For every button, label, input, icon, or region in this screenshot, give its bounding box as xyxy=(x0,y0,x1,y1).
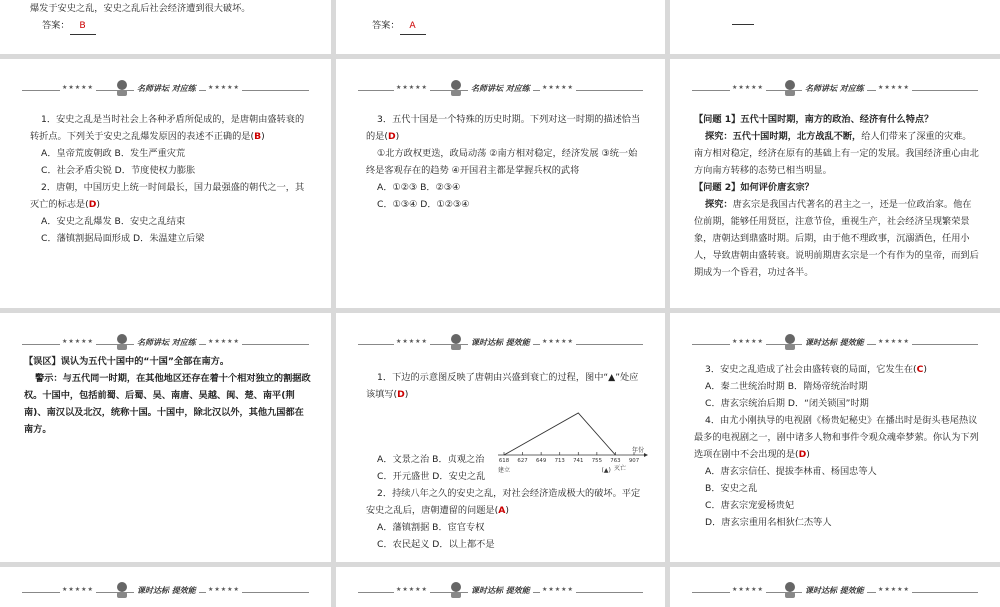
question-items: ①北方政权更迭，政局动荡 ②南方相对稳定，经济发展 ③统一始终是客观存在的趋势 ④开国君主都是掌握兵权的武将 xyxy=(366,148,638,176)
slide-class-2: ★★★★★ 课时达标 提效能 ★★★★★ 3．安史之乱造成了社会由盛转衰的局面，它发生在(C) A．秦二世统治时期 B．隋炀帝统治时期 C．唐玄宗统治后期 D．“闭关锁国”时期 4．由尤小刚执导的电视剧《杨贵妃秘史》在播出时是街头巷尾热议最多的电视剧之一，剧中诸多人物和事件令观众魂牵梦萦。你认为下列选项在剧中不会出现的是(D) A．唐玄宗信任、提拔李林甫、杨国忠等人 B．安史之乱 C．唐玄宗宠爱杨贵妃 D．唐玄宗重用名相狄仁杰等人 xyxy=(670,313,1000,562)
option-row: A．安史之乱爆发 B．安史之乱结束 xyxy=(41,216,186,227)
answer: B xyxy=(254,131,262,142)
mascot-icon xyxy=(448,581,464,599)
answer: C xyxy=(916,364,924,375)
answer: A xyxy=(498,505,506,516)
stars-decor: ★★★★★ xyxy=(396,84,428,91)
stars-decor: ★★★★★ xyxy=(542,338,574,345)
answer-label: 答案： xyxy=(372,20,400,31)
answer-underline xyxy=(732,24,754,25)
x-tick-label: 713 xyxy=(554,458,565,464)
option-row: C．农民起义 D．以上都不是 xyxy=(377,539,495,550)
slide-explain-4 xyxy=(0,313,331,562)
warning-text: 警示：与五代同一时期，在其他地区还存在着十个相对独立的割据政权。十国中，包括前蜀、后蜀、吴、南唐、吴越、闽、楚、南平(荆南)、南汉以及北汉，统称十国。十国中，除北汉以外，其他九国都在南方。 xyxy=(24,373,311,435)
option-row: C．唐玄宗宠爱杨贵妃 xyxy=(705,500,795,511)
answer-label: 答案： xyxy=(42,20,70,31)
slide-class-1: ★★★★★ 课时达标 提效能 ★★★★★ 1．下边的示意图反映了唐朝由兴盛到衰亡的过程，图中“▲”处应该填写(D) 年份 618 627 649 713 741 755 763 907 建立 (▲) 灭亡 A．文景之治 B．贞观之治 C．开元盛世 D．安史之乱 2．持续八年之久的安史之乱，对社会经济造成极大的破坏。平定安史之乱后，唐朝遭留的问题是(A) A．藩镇割据 B．宦官专权 C．农民起义 D．以上都不是 xyxy=(336,313,665,562)
slide-explain-1: ★★★★★ 名师讲坛 对应练 ★★★★★ 1．安史之乱是当时社会上各种矛盾所促成的，是唐朝由盛转衰的转折点。下列关于安史之乱爆发原因的表述不正确的是(B) A．皇帝荒废朝政 B．发生严重灾荒 C．社会矛盾尖锐 D．节度使权力膨胀 2．唐朝，中国历史上统一时间最长，国力最强盛的朝代之一，其灭亡的标志是(D) A．安史之乱爆发 B．安史之乱结束 C．藩镇割据局面形成 D．朱温建立后梁 xyxy=(0,59,331,308)
question-stem: 2．唐朝，中国历史上统一时间最长，国力最强盛的朝代之一，其灭亡的标志是( xyxy=(30,182,305,210)
slide-header xyxy=(670,335,1000,353)
x-tick-label: 627 xyxy=(517,458,528,464)
slide-top-left xyxy=(0,0,331,54)
x-tick-label: 755 xyxy=(591,458,603,464)
option-row: A．文景之治 B．贞观之治 xyxy=(377,454,485,465)
top-left-text: 爆发于安史之乱，安史之乱后社会经济遭到很大破坏。 xyxy=(30,3,251,14)
mascot-icon xyxy=(114,333,130,351)
question-stem: 3．安史之乱造成了社会由盛转衰的局面，它发生在( xyxy=(705,364,917,375)
stars-decor: ★★★★★ xyxy=(878,586,910,593)
stars-decor: ★★★★★ xyxy=(732,84,764,91)
stars-decor: ★★★★★ xyxy=(208,338,240,345)
option-row: C．开元盛世 D．安史之乱 xyxy=(377,471,486,482)
slide-explain-2: ★★★★★ 名师讲坛 对应练 ★★★★★ 3．五代十国是一个特殊的历史时期。下列对这一时期的描述恰当的是(D) ①北方政权更迭，政局动荡 ②南方相对稳定，经济发展 ③统一始终是客观存在的趋势 ④开国君主都是掌握兵权的武将 A．①②③ B．②③④ C．①③④ D．①②③④ xyxy=(336,59,665,308)
stars-decor: ★★★★★ xyxy=(208,84,240,91)
stars-decor: ★★★★★ xyxy=(542,84,574,91)
problem-label: 【问题 1】五代十国时期，南方的政治、经济有什么特点？ xyxy=(694,114,934,125)
header-title: 课时达标 提效能 xyxy=(802,585,867,596)
stars-decor: ★★★★★ xyxy=(396,586,428,593)
option-row: C．藩镇割据局面形成 D．朱温建立后梁 xyxy=(41,233,205,244)
slide-top-right xyxy=(670,0,1000,54)
x-axis-label: 年份 xyxy=(632,447,645,454)
question-stem: 3．五代十国是一个特殊的历史时期。下列对这一时期的描述恰当的是( xyxy=(366,114,641,142)
header-title: 名师讲坛 对应练 xyxy=(802,83,867,94)
mascot-icon xyxy=(448,79,464,97)
rise-fall-line xyxy=(504,413,615,455)
x-tick-label: 649 xyxy=(535,458,547,464)
top-mid-answer: A xyxy=(400,17,426,35)
x-tick-label: 763 xyxy=(610,458,621,464)
stars-decor: ★★★★★ xyxy=(62,84,94,91)
stars-decor: ★★★★★ xyxy=(878,84,910,91)
stars-decor: ★★★★★ xyxy=(878,338,910,345)
annotation-founded: 建立 xyxy=(497,467,511,474)
mascot-icon xyxy=(782,333,798,351)
misconception-label: 【误区】误认为五代十国中的“十国”全部在南方。 xyxy=(24,356,230,367)
answer: D xyxy=(387,131,396,142)
header-title: 课时达标 提效能 xyxy=(802,337,867,348)
answer: D xyxy=(798,449,807,460)
question-stem: 1．安史之乱是当时社会上各种矛盾所促成的，是唐朝由盛转衰的转折点。下列关于安史之乱爆发原因的表述不正确的是( xyxy=(30,114,305,142)
header-title: 课时达标 提效能 xyxy=(468,337,533,348)
slide-explain-3 xyxy=(670,59,1000,308)
slide-header xyxy=(336,583,665,601)
option-row: C．①③④ D．①②③④ xyxy=(377,199,470,210)
header-title: 课时达标 提效能 xyxy=(134,585,199,596)
slide-top-middle xyxy=(336,0,665,54)
slide-header xyxy=(336,335,665,353)
option-row: B．安史之乱 xyxy=(705,483,758,494)
option-row: C．社会矛盾尖锐 D．节度使权力膨胀 xyxy=(41,165,196,176)
slide-header xyxy=(670,81,1000,99)
slide-bottom-left xyxy=(0,567,331,607)
slide-header xyxy=(0,335,331,353)
explore-text: 给人们带来了深重的灾难。南方相对稳定，经济在原有的基础上有一定的发展。我国经济重心由北方向南方转移的态势已相当明显。 xyxy=(694,131,979,176)
explore-lead: 探究： xyxy=(705,199,733,210)
top-left-answer: B xyxy=(70,17,96,35)
stars-decor: ★★★★★ xyxy=(542,586,574,593)
slide-header xyxy=(670,583,1000,601)
stars-decor: ★★★★★ xyxy=(62,586,94,593)
stars-decor: ★★★★★ xyxy=(732,586,764,593)
header-title: 名师讲坛 对应练 xyxy=(134,337,199,348)
question-stem: 2．持续八年之久的安史之乱，对社会经济造成极大的破坏。平定安史之乱后，唐朝遭留的问题是( xyxy=(366,488,641,516)
option-row: A．皇帝荒废朝政 B．发生严重灾荒 xyxy=(41,148,186,159)
header-title: 课时达标 提效能 xyxy=(468,585,533,596)
annotation-fall: 灭亡 xyxy=(613,465,627,472)
option-row: A．藩镇割据 B．宦官专权 xyxy=(377,522,485,533)
slide-header xyxy=(0,583,331,601)
stars-decor: ★★★★★ xyxy=(62,338,94,345)
question-stem: 1．下边的示意图反映了唐朝由兴盛到衰亡的过程，图中“▲”处应该填写( xyxy=(366,372,639,400)
stars-decor: ★★★★★ xyxy=(396,338,428,345)
stars-decor: ★★★★★ xyxy=(208,586,240,593)
option-row: D．唐玄宗重用名相狄仁杰等人 xyxy=(705,517,832,528)
header-title: 名师讲坛 对应练 xyxy=(468,83,533,94)
header-title: 名师讲坛 对应练 xyxy=(134,83,199,94)
x-tick-label: 618 xyxy=(498,458,510,464)
x-tick-label: 741 xyxy=(573,458,584,464)
stars-decor: ★★★★★ xyxy=(732,338,764,345)
answer: D xyxy=(397,389,405,400)
slide-header xyxy=(0,81,331,99)
mascot-icon xyxy=(448,333,464,351)
x-tick-label: 907 xyxy=(628,458,640,464)
answer: D xyxy=(88,199,97,210)
problem-label: 【问题 2】如何评价唐玄宗？ xyxy=(694,182,814,193)
option-row: A．秦二世统治时期 B．隋炀帝统治时期 xyxy=(705,381,868,392)
mascot-icon xyxy=(114,581,130,599)
option-row: A．①②③ B．②③④ xyxy=(377,182,461,193)
mascot-icon xyxy=(114,79,130,97)
option-row: C．唐玄宗统治后期 D．“闭关锁国”时期 xyxy=(705,398,869,409)
option-row: A．唐玄宗信任、提拔李林甫、杨国忠等人 xyxy=(705,466,877,477)
annotation-blank: (▲) xyxy=(601,467,611,474)
explore-lead: 探究：五代十国时期，北方战乱不断， xyxy=(705,131,862,142)
mascot-icon xyxy=(782,79,798,97)
explore-text: 唐玄宗是我国古代著名的君主之一，还是一位政治家。他在位前期，能够任用贤臣，注意节俭，重视生产，社会经济呈现繁荣景象，唐朝达到鼎盛时期。后期，由于他不理政事，沉溺酒色，任用小人，导致唐朝由盛转衰。说明前期唐玄宗是一个有作为的皇帝，而到后期成为一个昏君，功过各半。 xyxy=(694,199,979,278)
mascot-icon xyxy=(782,581,798,599)
slide-bottom-middle xyxy=(336,567,665,607)
question-stem: 4．由尤小刚执导的电视剧《杨贵妃秘史》在播出时是街头巷尾热议最多的电视剧之一，剧中诸多人物和事件令观众魂牵梦萦。你认为下列选项在剧中不会出现的是( xyxy=(694,415,979,460)
slide-bottom-right xyxy=(670,567,1000,607)
slide-header xyxy=(336,81,665,99)
